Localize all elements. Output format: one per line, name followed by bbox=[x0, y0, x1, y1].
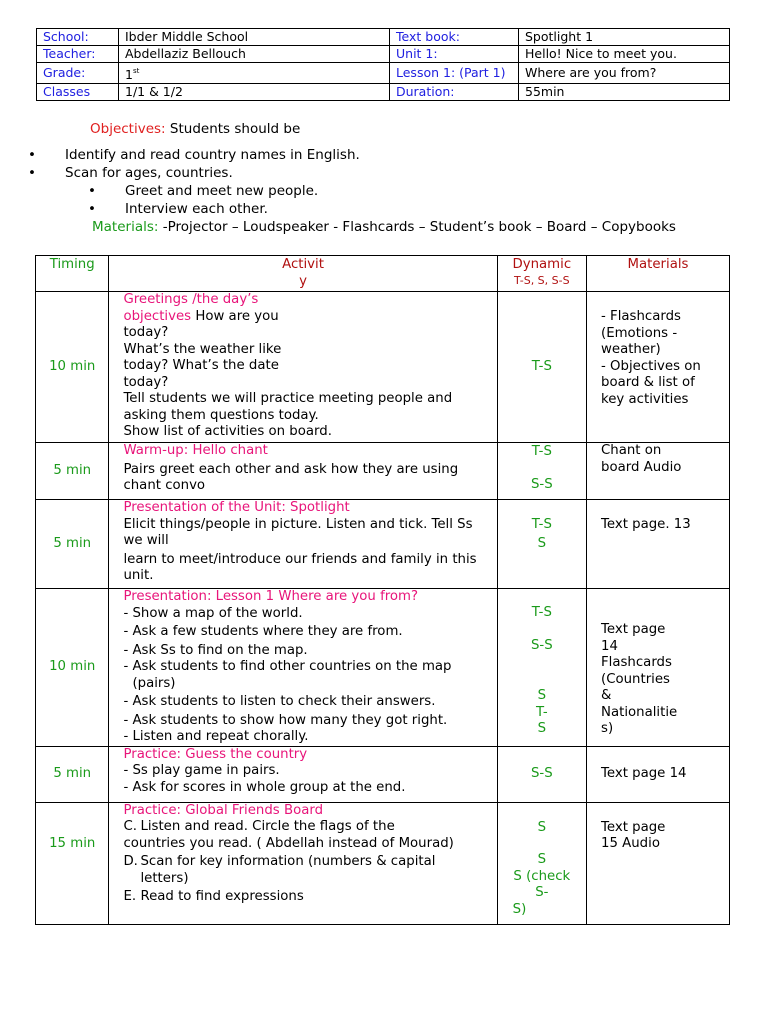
dynamic-line: S (check bbox=[513, 868, 571, 884]
row-timing: 5 min bbox=[36, 500, 109, 589]
row-materials bbox=[587, 443, 730, 500]
material-line: Text page bbox=[601, 819, 666, 835]
row-dynamic bbox=[497, 500, 586, 589]
activity-line: - Ask students to show how many they got right. bbox=[123, 712, 448, 728]
activity-line: letters) bbox=[140, 870, 189, 886]
objectives-heading bbox=[90, 121, 300, 137]
material-line: board & list of bbox=[601, 375, 695, 390]
dynamic-header-title: Dynamic bbox=[512, 257, 572, 272]
objective-item-text: Interview each other. bbox=[125, 201, 268, 217]
activity-header-line-1: Activit bbox=[282, 257, 324, 272]
row-timing: 5 min bbox=[36, 443, 109, 500]
plan-row bbox=[36, 802, 730, 924]
activity-item bbox=[123, 889, 492, 906]
material-line: 14 bbox=[601, 638, 618, 654]
dynamic-line: S bbox=[537, 819, 547, 835]
activity-title: Presentation: Lesson 1 Where are you from? bbox=[123, 589, 419, 604]
material-line: - Flashcards bbox=[601, 309, 681, 324]
dynamic-line: S) bbox=[512, 901, 527, 917]
activity-title: Practice: Global Friends Board bbox=[123, 802, 324, 818]
row-materials bbox=[587, 802, 730, 924]
activity-line: - Ask students to listen to check their answers. bbox=[123, 694, 436, 709]
timing-header: Timing bbox=[36, 256, 109, 292]
row-dynamic bbox=[497, 589, 586, 747]
activity-title: Warm-up: Hello chant bbox=[123, 443, 268, 458]
bullet-icon: • bbox=[88, 201, 96, 217]
textbook-value: Spotlight 1 bbox=[519, 29, 730, 46]
activity-title: Practice: Guess the country bbox=[123, 746, 308, 762]
dynamic-line: T- bbox=[535, 704, 548, 720]
unit-value: Hello! Nice to meet you. bbox=[519, 46, 730, 63]
material-line: key activities bbox=[601, 391, 689, 407]
objective-item-text: Scan for ages, countries. bbox=[65, 165, 233, 181]
classes-label: Classes bbox=[37, 84, 119, 101]
activity-line: (pairs) bbox=[132, 675, 176, 691]
objective-item-text: Identify and read country names in English. bbox=[65, 147, 360, 163]
objective-item-text: Greet and meet new people. bbox=[125, 183, 319, 199]
unit-label: Unit 1: bbox=[390, 46, 519, 63]
activity-item bbox=[123, 819, 492, 852]
bullet-icon: • bbox=[88, 183, 96, 199]
dynamic-line: S-S bbox=[530, 476, 553, 492]
plan-row bbox=[36, 443, 730, 500]
activity-title: objectives bbox=[123, 308, 192, 324]
activity-line: asking them questions today. bbox=[123, 407, 319, 423]
activity-line: - Ask a few students where they are from. bbox=[123, 624, 403, 639]
activity-line: - Listen and repeat chorally. bbox=[123, 729, 309, 744]
lesson-plan-table bbox=[35, 255, 730, 925]
row-timing: 10 min bbox=[36, 589, 109, 747]
teacher-label: Teacher: bbox=[37, 46, 119, 63]
dynamic-header bbox=[497, 256, 586, 292]
material-line: board Audio bbox=[601, 459, 682, 475]
grade-suffix: st bbox=[132, 67, 140, 75]
row-activity bbox=[109, 443, 497, 500]
activity-line: learn to meet/introduce our friends and family in this bbox=[123, 551, 477, 567]
activity-item bbox=[123, 854, 492, 887]
lesson-value: Where are you from? bbox=[519, 63, 730, 84]
row-materials bbox=[587, 292, 730, 443]
materials-line bbox=[92, 219, 676, 235]
material-line: Flashcards bbox=[601, 655, 672, 670]
activity-line: Elicit things/people in picture. Listen and tick. Tell Ss bbox=[123, 516, 473, 532]
activity-text: How are you bbox=[191, 308, 279, 324]
material-line: - Objectives on bbox=[601, 358, 701, 374]
item-letter: E. bbox=[123, 889, 137, 904]
material-line: Text page. 13 bbox=[601, 517, 691, 532]
teacher-value: Abdellaziz Bellouch bbox=[119, 46, 390, 63]
material-line: 15 Audio bbox=[601, 836, 660, 851]
row-materials bbox=[587, 746, 730, 802]
dynamic-header-sub: T-S, S, S-S bbox=[514, 273, 570, 287]
row-activity bbox=[109, 802, 497, 924]
activity-title: Greetings /the day’s bbox=[123, 292, 259, 307]
activity-header bbox=[109, 256, 497, 292]
row-timing: 5 min bbox=[36, 746, 109, 802]
item-letter: C. bbox=[123, 819, 137, 834]
activity-line: today? What’s the date bbox=[123, 358, 279, 373]
row-dynamic bbox=[497, 802, 586, 924]
row-timing: 10 min bbox=[36, 292, 109, 443]
classes-value: 1/1 & 1/2 bbox=[119, 84, 390, 101]
material-line: s) bbox=[601, 721, 614, 736]
plan-row bbox=[36, 292, 730, 443]
bullet-icon: • bbox=[28, 165, 36, 181]
grade-label: Grade: bbox=[37, 63, 119, 84]
row-dynamic: T-S bbox=[497, 292, 586, 443]
material-line: Text page 14 bbox=[601, 765, 687, 781]
activity-line: - Ask Ss to find on the map. bbox=[123, 642, 308, 658]
row-timing: 15 min bbox=[36, 802, 109, 924]
activity-line: What’s the weather like bbox=[123, 341, 282, 357]
duration-value: 55min bbox=[519, 84, 730, 101]
activity-title: Presentation of the Unit: Spotlight bbox=[123, 500, 350, 515]
activity-line: Pairs greet each other and ask how they are using bbox=[123, 461, 459, 477]
textbook-label: Text book: bbox=[390, 29, 519, 46]
activity-line: unit. bbox=[123, 568, 154, 583]
duration-label: Duration: bbox=[390, 84, 519, 101]
grade-number: 1 bbox=[125, 67, 133, 82]
dynamic-line: T-S bbox=[531, 605, 552, 620]
dynamic-line: T-S bbox=[531, 444, 552, 459]
info-row-classes bbox=[37, 84, 730, 101]
activity-line: Scan for key information (numbers & capital bbox=[140, 854, 436, 869]
dynamic-line: S- bbox=[535, 885, 549, 900]
row-activity bbox=[109, 292, 497, 443]
activity-line: Show list of activities on board. bbox=[123, 424, 332, 439]
lesson-info-table bbox=[36, 28, 730, 101]
school-label: School: bbox=[37, 29, 119, 46]
objective-item bbox=[28, 147, 360, 163]
row-materials bbox=[587, 500, 730, 589]
material-line: Nationalitie bbox=[601, 704, 678, 720]
objective-item bbox=[28, 165, 233, 181]
materials-header: Materials bbox=[587, 256, 730, 292]
dynamic-line: S bbox=[537, 852, 547, 867]
materials-text: -Projector – Loudspeaker - Flashcards – Student’s book – Board – Copybooks bbox=[162, 219, 676, 235]
dynamic-line: S bbox=[537, 721, 547, 736]
material-line: weather) bbox=[601, 342, 661, 357]
activity-line: chant convo bbox=[123, 478, 206, 493]
plan-header-row bbox=[36, 256, 730, 292]
lesson-label: Lesson 1: (Part 1) bbox=[390, 63, 519, 84]
info-row-teacher bbox=[37, 46, 730, 63]
activity-line: - Ss play game in pairs. bbox=[123, 763, 280, 778]
dynamic-line: S-S bbox=[530, 637, 553, 653]
materials-label: Materials: bbox=[92, 219, 159, 235]
activity-line bbox=[123, 309, 492, 326]
activity-line: Tell students we will practice meeting people and bbox=[123, 391, 453, 406]
objective-item bbox=[88, 183, 319, 199]
row-dynamic bbox=[497, 443, 586, 500]
activity-line: today? bbox=[123, 374, 169, 390]
material-line: Text page bbox=[601, 622, 666, 637]
dynamic-line: T-S bbox=[531, 517, 552, 532]
row-activity bbox=[109, 589, 497, 747]
dynamic-line: S bbox=[537, 688, 547, 703]
material-line: Chant on bbox=[601, 443, 662, 458]
info-row-grade bbox=[37, 63, 730, 84]
activity-header-line-2: y bbox=[299, 273, 307, 289]
material-line: & bbox=[601, 688, 612, 703]
activity-line: Read to find expressions bbox=[140, 889, 304, 904]
material-line: (Countries bbox=[601, 671, 670, 687]
activity-line: - Ask students to find other countries on the map bbox=[123, 659, 452, 674]
row-materials bbox=[587, 589, 730, 747]
activity-line: - Ask for scores in whole group at the end. bbox=[123, 779, 406, 795]
activity-line: Listen and read. Circle the flags of the bbox=[140, 819, 395, 834]
material-line: (Emotions - bbox=[601, 325, 678, 341]
objectives-label: Objectives: bbox=[90, 121, 166, 137]
activity-line: - Show a map of the world. bbox=[123, 605, 303, 621]
item-letter: D. bbox=[123, 854, 138, 869]
activity-line: we will bbox=[123, 533, 169, 548]
activity-line: countries you read. ( Abdellah instead of Mourad) bbox=[123, 835, 454, 851]
row-activity bbox=[109, 746, 497, 802]
row-activity bbox=[109, 500, 497, 589]
school-value: Ibder Middle School bbox=[119, 29, 390, 46]
bullet-icon: • bbox=[28, 147, 36, 163]
activity-line: today? bbox=[123, 325, 169, 340]
plan-row bbox=[36, 500, 730, 589]
objective-item bbox=[88, 201, 268, 217]
info-row-school bbox=[37, 29, 730, 46]
plan-row bbox=[36, 746, 730, 802]
grade-value bbox=[119, 63, 390, 84]
objectives-text: Students should be bbox=[169, 121, 301, 137]
plan-row bbox=[36, 589, 730, 747]
dynamic-line: S bbox=[537, 535, 547, 551]
row-dynamic: S-S bbox=[497, 746, 586, 802]
